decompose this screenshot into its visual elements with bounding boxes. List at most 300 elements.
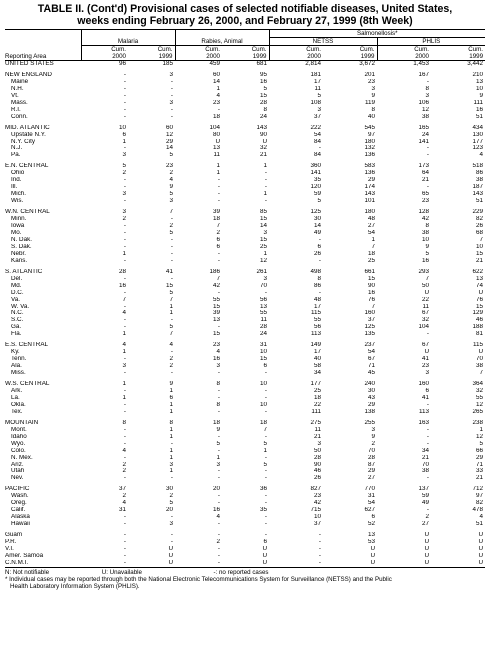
value-cell: 55 [259, 310, 267, 317]
value-cell: 129 [472, 310, 484, 317]
value-cell: 45 [367, 370, 375, 377]
reporting-area-cell: N.H. [11, 85, 24, 92]
value-cell: 51 [476, 198, 484, 205]
value-cell: U [370, 552, 375, 559]
value-cell: - [264, 170, 267, 177]
reporting-area-cell: MOUNTAIN [5, 419, 39, 426]
value-cell: 238 [472, 419, 484, 426]
reporting-area-cell: W. Va. [11, 303, 30, 310]
value-cell: 21 [421, 454, 429, 461]
value-cell: 37 [367, 317, 375, 324]
value-cell: 42 [421, 216, 429, 223]
value-cell: 275 [310, 419, 321, 426]
value-cell: 104 [418, 324, 429, 331]
value-cell: 32 [421, 317, 429, 324]
value-cell: - [318, 289, 321, 296]
footnote-nn: N: Not notifiable [5, 568, 50, 576]
value-cell: 30 [367, 387, 375, 394]
value-cell: 4 [479, 514, 484, 521]
value-cell: 4 [122, 310, 126, 317]
value-cell: - [426, 426, 429, 433]
value-cell: 7 [371, 303, 375, 310]
table-row [5, 402, 485, 409]
table-title [5, 3, 485, 27]
value-cell: 70 [367, 447, 375, 454]
value-cell: 14 [313, 223, 321, 230]
value-cell: 6 [371, 514, 375, 521]
table-row [5, 184, 485, 191]
value-cell: - [217, 532, 220, 539]
value-cell: - [264, 521, 267, 528]
value-cell: 1 [122, 331, 126, 338]
reporting-area-cell: V.I. [5, 546, 14, 552]
value-cell: 9 [425, 243, 429, 250]
col-header-cum2000: Cum. 2000 [81, 46, 128, 61]
value-cell: 5 [169, 324, 173, 331]
value-cell: 3 [169, 99, 173, 106]
value-cell: 67 [421, 310, 429, 317]
value-cell: 13 [212, 317, 220, 324]
value-cell: 1 [169, 310, 173, 317]
col-header-cum1999: Cum. 1999 [251, 46, 267, 60]
table-row [5, 317, 485, 324]
value-cell: 10 [476, 243, 484, 250]
value-cell: 49 [313, 229, 321, 236]
table-row [5, 198, 485, 205]
value-cell: - [170, 85, 173, 92]
value-cell: 115 [472, 342, 484, 349]
value-cell: 125 [310, 209, 321, 216]
value-cell: 9 [169, 381, 173, 388]
value-cell: U [262, 546, 267, 552]
value-cell: 96 [118, 60, 126, 67]
value-cell: 5 [479, 440, 484, 447]
reporting-area-cell: Ark. [11, 387, 23, 394]
value-cell: 143 [364, 191, 375, 198]
value-cell: - [264, 387, 267, 394]
value-cell: 29 [367, 401, 375, 408]
reporting-area-cell: Mo. [11, 229, 22, 236]
value-cell: - [217, 433, 220, 440]
value-cell: - [170, 92, 173, 99]
value-cell: - [123, 521, 126, 528]
value-cell: - [217, 546, 220, 552]
value-cell: 23 [421, 198, 429, 205]
value-cell: 2 [169, 356, 173, 363]
reporting-area-cell: S. ATLANTIC [5, 268, 43, 275]
reporting-area-cell: Ala. [11, 363, 22, 370]
value-cell: 9 [371, 433, 375, 440]
value-cell: 90 [367, 282, 375, 289]
value-cell: 6 [216, 236, 220, 243]
value-cell: 3 [169, 521, 173, 528]
value-cell: 46 [476, 317, 484, 324]
reporting-area-cell: E.N. CENTRAL [5, 163, 49, 170]
value-cell: 21 [421, 177, 429, 184]
value-cell: 16 [259, 78, 267, 85]
value-cell: 2 [216, 229, 220, 236]
value-cell: - [264, 394, 267, 401]
value-cell: U [424, 532, 429, 539]
value-cell: 2 [122, 216, 126, 223]
value-cell: 18 [212, 419, 220, 426]
table-row [5, 145, 485, 152]
table-row [5, 349, 485, 356]
value-cell: 18 [212, 216, 220, 223]
value-cell: 1 [169, 454, 173, 461]
value-cell: - [426, 401, 429, 408]
value-cell: - [170, 250, 173, 257]
value-cell: 21 [476, 475, 484, 482]
value-cell: 2 [169, 363, 173, 370]
reporting-area-cell: Iowa [11, 223, 25, 230]
value-cell: 6 [263, 539, 267, 546]
value-cell: 2 [216, 539, 220, 546]
value-cell: 56 [259, 296, 267, 303]
value-cell: - [318, 539, 321, 546]
value-cell: 1 [169, 447, 173, 454]
value-cell: 38 [476, 177, 484, 184]
table-row [5, 237, 485, 244]
value-cell: 31 [118, 507, 126, 514]
value-cell: 3 [169, 461, 173, 468]
value-cell: 29 [476, 454, 484, 461]
value-cell: U [168, 546, 173, 552]
value-cell: - [170, 317, 173, 324]
value-cell: 364 [472, 381, 484, 388]
value-cell: 8 [216, 401, 220, 408]
value-cell: 255 [364, 419, 375, 426]
value-cell: 3 [122, 191, 126, 198]
footnote-dash: -: no reported cases [213, 568, 269, 576]
table-row [5, 258, 485, 265]
value-cell: U [128, 560, 175, 567]
value-cell: 27 [421, 521, 429, 528]
value-cell: 16 [212, 356, 220, 363]
value-cell: 16 [367, 289, 375, 296]
value-cell: 14 [165, 145, 173, 152]
reporting-area-cell: Pa. [11, 152, 21, 159]
value-cell: 90 [259, 131, 267, 138]
table-row [5, 310, 485, 317]
value-cell: 7 [216, 223, 220, 230]
value-cell: - [123, 99, 126, 106]
value-cell: 22 [313, 401, 321, 408]
value-cell: 85 [259, 209, 267, 216]
table-row [5, 507, 485, 514]
value-cell: 3 [169, 198, 173, 205]
value-cell: 13 [367, 532, 375, 539]
value-cell: - [264, 532, 267, 539]
value-cell: - [426, 152, 429, 159]
value-cell: 56 [313, 324, 321, 331]
value-cell: 28 [259, 99, 267, 106]
value-cell: 1 [169, 401, 173, 408]
value-cell: 14 [259, 223, 267, 230]
value-cell: 70 [259, 282, 267, 289]
value-cell: 39 [212, 209, 220, 216]
table-row [5, 100, 485, 107]
value-cell: - [123, 85, 126, 92]
value-cell: 20 [165, 507, 173, 514]
table-row [5, 72, 485, 79]
value-cell: 65 [421, 191, 429, 198]
value-cell: 1 [169, 408, 173, 415]
value-cell: 1 [122, 250, 126, 257]
value-cell: 60 [212, 71, 220, 78]
value-cell: 180 [364, 138, 375, 145]
value-cell: 661 [364, 268, 375, 275]
value-cell: 15 [165, 282, 173, 289]
value-cell: 11 [314, 426, 321, 433]
value-cell: 3 [317, 440, 321, 447]
value-cell: 7 [479, 236, 484, 243]
table-row [5, 395, 485, 402]
value-cell: - [170, 532, 173, 539]
value-cell: 54 [367, 500, 375, 507]
value-cell: 119 [364, 99, 375, 106]
value-cell: 48 [313, 296, 321, 303]
value-cell: - [426, 475, 429, 482]
table-row [5, 448, 485, 455]
value-cell: 229 [472, 209, 484, 216]
value-cell: 115 [310, 310, 321, 317]
value-cell: 3 [122, 152, 126, 159]
reporting-area-cell: NEW ENGLAND [5, 71, 52, 78]
reporting-area-header: Reporting Area [5, 53, 47, 60]
footnote-star-2: Health Laboratory Information System (PHLIS). [10, 583, 140, 591]
col-header-cum2000: Cum. 2000 [377, 46, 431, 61]
value-cell: - [170, 275, 173, 282]
value-cell: - [123, 324, 126, 331]
table-row [5, 468, 485, 475]
value-cell: 1 [216, 85, 220, 92]
value-cell: - [217, 521, 220, 528]
table-row [5, 370, 485, 377]
value-cell: 5 [263, 440, 267, 447]
value-cell: 41 [165, 268, 173, 275]
value-cell: 3,672 [359, 60, 375, 67]
value-cell: 1 [169, 387, 173, 394]
reporting-area-cell: Hawaii [11, 521, 30, 528]
reporting-area-cell: Tex. [11, 408, 23, 415]
value-cell: - [170, 78, 173, 85]
value-cell: 3 [425, 370, 429, 377]
value-cell: - [318, 257, 321, 264]
value-cell: 1 [216, 454, 220, 461]
value-cell: 7 [425, 275, 429, 282]
table-row [5, 500, 485, 507]
value-cell: - [264, 198, 267, 205]
value-cell: 160 [418, 381, 429, 388]
value-cell: 38 [421, 113, 429, 120]
value-cell: - [264, 500, 267, 507]
value-cell: 27 [367, 223, 375, 230]
value-cell: 76 [476, 296, 484, 303]
value-cell: 1 [371, 236, 375, 243]
value-cell: 26 [476, 223, 484, 230]
value-cell: 66 [476, 447, 484, 454]
value-cell: 1 [263, 250, 267, 257]
table-row [5, 251, 485, 258]
value-cell: 165 [418, 124, 429, 131]
value-cell: 23 [421, 363, 429, 370]
reporting-area-cell: Ariz. [11, 461, 24, 468]
value-cell: U [478, 349, 484, 356]
value-cell: 1 [169, 468, 173, 475]
table-row [5, 269, 485, 276]
value-cell: 113 [418, 408, 429, 415]
value-cell: 11 [314, 85, 321, 92]
table-row [5, 139, 485, 146]
value-cell: 583 [364, 163, 375, 170]
value-cell: - [123, 539, 126, 546]
value-cell: 627 [364, 507, 375, 514]
reporting-area-cell: Fla. [11, 331, 22, 338]
value-cell: 167 [418, 71, 429, 78]
value-cell: 23 [313, 493, 321, 500]
reporting-area-cell: E.S. CENTRAL [5, 342, 49, 349]
table-row [5, 290, 485, 297]
value-cell: 3 [317, 106, 321, 113]
value-cell: 7 [122, 296, 126, 303]
value-cell: 13 [476, 78, 484, 85]
value-cell: 3 [216, 363, 220, 370]
table-row [5, 163, 485, 170]
value-cell: 143 [472, 191, 484, 198]
value-cell: 2 [169, 170, 173, 177]
value-cell: 188 [472, 324, 484, 331]
reporting-area-cell: D.C. [11, 289, 24, 296]
value-cell: - [170, 257, 173, 264]
table-row [5, 230, 485, 237]
value-cell: 518 [472, 163, 484, 170]
value-cell: 4 [169, 342, 173, 349]
value-cell: 2 [169, 493, 173, 500]
value-cell: 6 [122, 131, 126, 138]
value-cell: - [170, 106, 173, 113]
value-cell: 8 [263, 106, 267, 113]
value-cell: 16 [212, 507, 220, 514]
value-cell: 10 [118, 124, 126, 131]
value-cell: 15 [476, 250, 484, 257]
value-cell: 143 [256, 124, 267, 131]
reporting-area-cell: N.J. [11, 145, 23, 152]
value-cell: 120 [310, 184, 321, 191]
value-cell: - [123, 454, 126, 461]
value-cell: 37 [118, 486, 126, 493]
value-cell: 40 [367, 113, 375, 120]
value-cell: 12 [476, 433, 484, 440]
value-cell: 41 [421, 356, 429, 363]
value-cell: 5 [317, 92, 321, 99]
value-cell: 1 [263, 447, 267, 454]
table-row [5, 79, 485, 86]
reporting-area-cell: Ky. [11, 349, 20, 356]
value-cell: 4 [122, 342, 126, 349]
reporting-area-cell: Ga. [11, 324, 22, 331]
table-row [5, 331, 485, 338]
value-cell: 2 [122, 170, 126, 177]
value-cell: 9 [479, 92, 484, 99]
value-cell: 3,442 [467, 60, 484, 67]
col-header-cum1999: Cum. 1999 [468, 46, 484, 60]
value-cell: U [424, 552, 429, 559]
value-cell: 265 [472, 408, 484, 415]
value-cell: 8 [216, 381, 220, 388]
value-cell: 29 [367, 468, 375, 475]
value-cell: 31 [367, 493, 375, 500]
value-cell: 498 [310, 268, 321, 275]
value-cell: 53 [367, 539, 375, 546]
value-cell: 54 [313, 131, 321, 138]
rabies-header: Rabies, Animal [175, 38, 269, 46]
value-cell: 113 [310, 331, 321, 338]
value-cell: - [123, 145, 126, 152]
value-cell: 4 [479, 152, 484, 159]
value-cell: U [262, 552, 267, 559]
value-cell: - [123, 71, 126, 78]
reporting-area-cell: Miss. [11, 370, 26, 377]
value-cell: - [175, 560, 222, 567]
value-cell: - [426, 440, 429, 447]
value-cell: 9 [216, 426, 220, 433]
value-cell: - [264, 433, 267, 440]
value-cell: - [123, 198, 126, 205]
value-cell: 3 [216, 461, 220, 468]
value-cell: 5 [169, 500, 173, 507]
value-cell: 622 [472, 268, 484, 275]
value-cell: 181 [310, 71, 321, 78]
value-cell: - [123, 289, 126, 296]
value-cell: - [123, 440, 126, 447]
value-cell: 10 [259, 401, 267, 408]
value-cell: 26 [313, 475, 321, 482]
table-row [5, 276, 485, 283]
value-cell: 58 [313, 363, 321, 370]
table-row [5, 356, 485, 363]
value-cell: 1 [479, 426, 484, 433]
value-cell: 40 [313, 356, 321, 363]
value-cell: 712 [472, 486, 484, 493]
value-cell: 28 [313, 454, 321, 461]
reporting-area-cell: R.I. [11, 106, 21, 113]
value-cell: U [323, 560, 377, 567]
value-cell: 111 [473, 99, 484, 106]
value-cell: U [478, 532, 484, 539]
table-row [5, 560, 485, 567]
value-cell: 7 [479, 370, 484, 377]
value-cell: - [318, 552, 321, 559]
reporting-area-cell: Wis. [11, 198, 24, 205]
value-cell: 136 [364, 152, 375, 159]
value-cell: 23 [212, 99, 220, 106]
value-cell: - [123, 317, 126, 324]
table-row [5, 493, 485, 500]
value-cell: - [318, 546, 321, 552]
value-cell: 3 [371, 426, 375, 433]
value-cell: 141 [418, 138, 429, 145]
value-cell: U [168, 552, 173, 559]
value-cell: 51 [476, 521, 484, 528]
value-cell: 27 [367, 475, 375, 482]
footnote-star: * Individual cases may be reported through both the National Electronic Telecommunications System for Surveillance (NETSS) and the Public [5, 576, 392, 584]
value-cell: - [123, 356, 126, 363]
value-cell: - [170, 475, 173, 482]
footnote-u: U: Unavailable [101, 568, 142, 576]
value-cell: 1 [169, 433, 173, 440]
value-cell: 18 [367, 250, 375, 257]
